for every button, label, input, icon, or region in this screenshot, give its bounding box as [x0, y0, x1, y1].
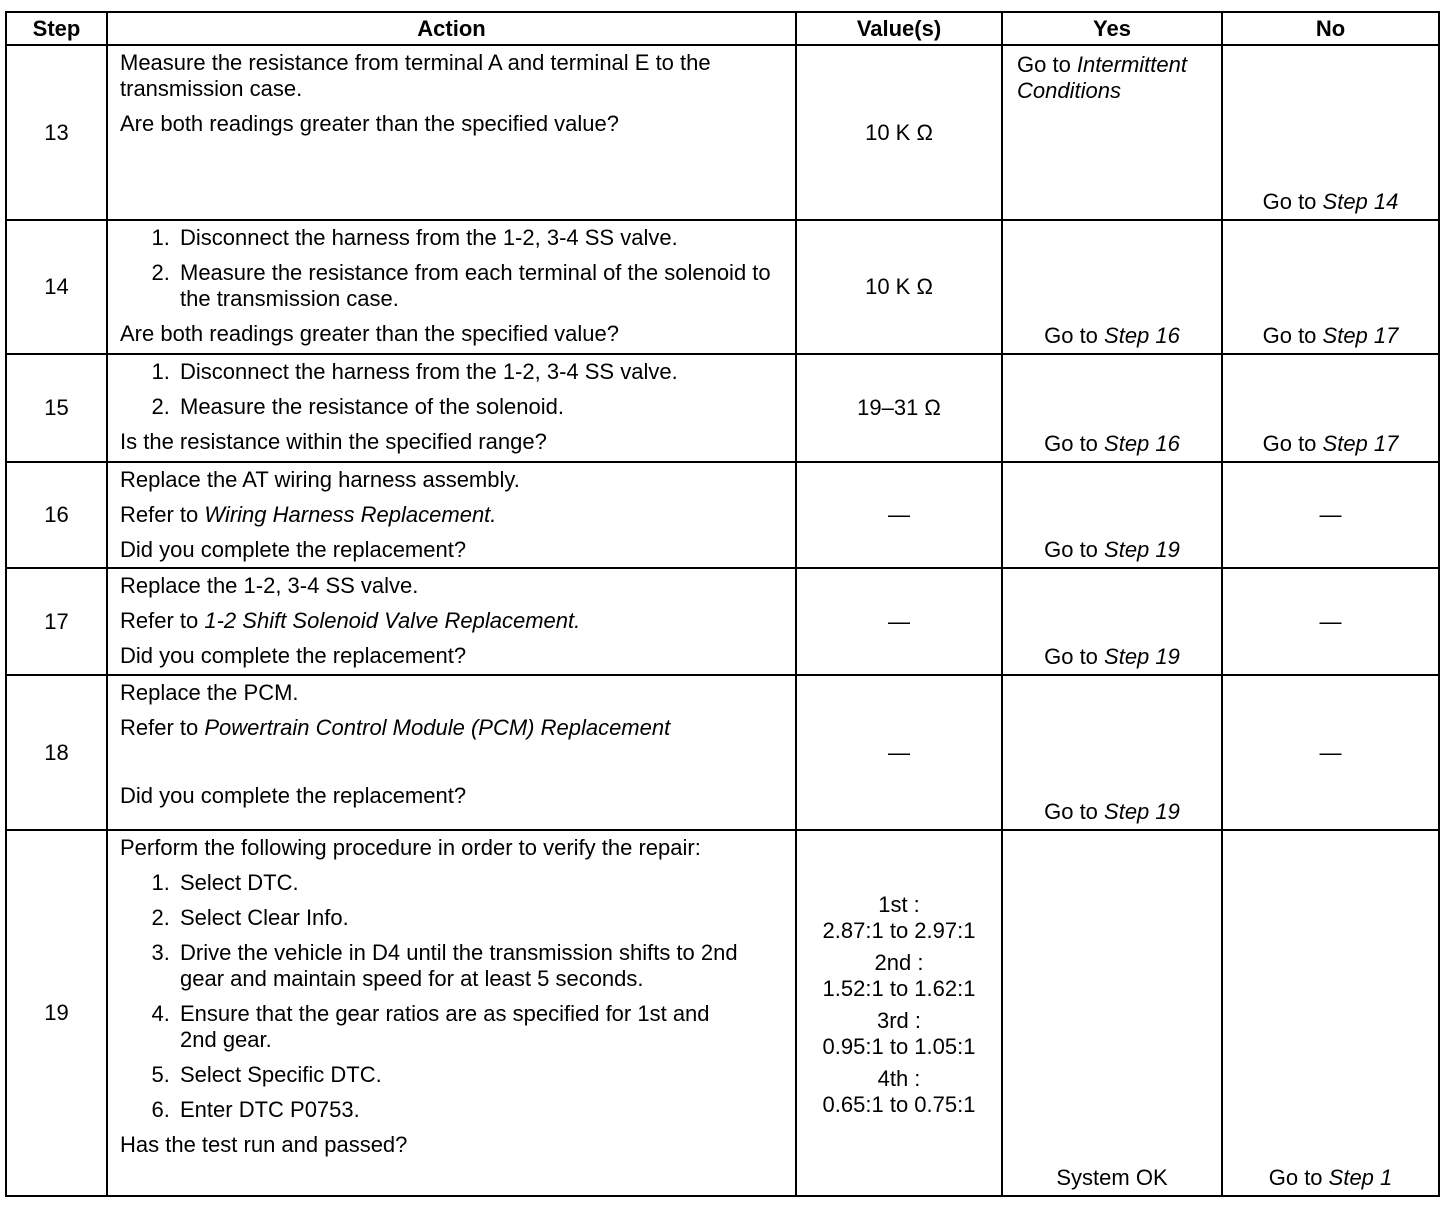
diagnostic-table: [5, 11, 1440, 1197]
yes-cell: [1002, 830, 1222, 1196]
gear-range: 0.65:1 to 0.75:1: [822, 1092, 976, 1117]
yes-prefix: Go to: [1017, 52, 1077, 77]
yes-link[interactable]: [1003, 799, 1221, 825]
header-no: No: [1222, 12, 1439, 45]
procedure-list: [120, 225, 785, 312]
action-cell: [107, 220, 796, 354]
no-cell: [1222, 568, 1439, 675]
refer-link[interactable]: Wiring Harness Replacement.: [204, 502, 497, 527]
yes-ref: Step 19: [1104, 537, 1180, 562]
value-cell: [796, 830, 1002, 1196]
action-question: Is the resistance within the specified range?: [120, 429, 547, 454]
header-action: Action: [107, 12, 796, 45]
list-item: 1. Disconnect the harness from the 1-2, 3-4 SS valve.: [176, 359, 785, 385]
spacer: [120, 750, 785, 783]
gear-ratio-4th: [797, 1066, 1001, 1118]
yes-cell: [1002, 354, 1222, 462]
action-cell: [107, 568, 796, 675]
table-row-step-15: [6, 354, 1439, 462]
no-ref: Step 17: [1322, 431, 1399, 456]
refer-prefix: Refer to: [120, 608, 205, 633]
no-ref: Step 1: [1328, 1165, 1393, 1190]
table-row-step-16: [6, 462, 1439, 568]
action-cell: [107, 45, 796, 220]
gear-label: 2nd :: [874, 950, 924, 975]
value-cell: 10 K Ω: [796, 220, 1002, 354]
no-cell: [1222, 220, 1439, 354]
list-item: 6. Enter DTC P0753.: [176, 1097, 785, 1123]
action-text: Replace the PCM.: [120, 680, 299, 705]
action-cell: [107, 354, 796, 462]
value-cell: 19–31 Ω: [796, 354, 1002, 462]
no-link[interactable]: [1223, 189, 1438, 215]
step-number: 17: [6, 568, 107, 675]
step-number: 14: [6, 220, 107, 354]
refer-text: [120, 502, 785, 528]
no-prefix: Go to: [1262, 323, 1323, 348]
yes-cell: [1002, 675, 1222, 830]
yes-link[interactable]: [1003, 644, 1221, 670]
action-text: Replace the 1-2, 3-4 SS valve.: [120, 573, 419, 598]
no-ref: Step 14: [1322, 189, 1399, 214]
header-step: Step: [6, 12, 107, 45]
table-row-step-19: [6, 830, 1439, 1196]
header-yes: Yes: [1002, 12, 1222, 45]
gear-label: 3rd :: [876, 1008, 922, 1033]
no-cell: [1222, 830, 1439, 1196]
yes-cell: [1002, 45, 1222, 220]
step-number: 13: [6, 45, 107, 220]
action-question: Has the test run and passed?: [120, 1132, 408, 1157]
gear-range: 2.87:1 to 2.97:1: [822, 918, 976, 943]
action-cell: [107, 462, 796, 568]
action-text: Measure the resistance from terminal A and terminal E to the transmission case.: [120, 50, 711, 101]
yes-prefix: Go to: [1044, 799, 1105, 824]
gear-range: 1.52:1 to 1.62:1: [822, 976, 976, 1001]
yes-cell: [1002, 568, 1222, 675]
gear-label: 4th :: [877, 1066, 921, 1091]
no-cell: [1222, 45, 1439, 220]
refer-link[interactable]: Powertrain Control Module (PCM) Replacement: [204, 715, 671, 740]
gear-ratio-block: [797, 892, 1001, 1118]
gear-ratio-3rd: [797, 1008, 1001, 1060]
refer-text: [120, 715, 785, 741]
refer-prefix: Refer to: [120, 502, 205, 527]
yes-ref: Step 19: [1104, 799, 1180, 824]
step-number: 16: [6, 462, 107, 568]
yes-prefix: Go to: [1044, 644, 1105, 669]
no-prefix: Go to: [1262, 431, 1323, 456]
procedure-list: [120, 359, 785, 420]
list-item: 2. Select Clear Info.: [176, 905, 785, 931]
yes-link[interactable]: [1003, 537, 1221, 563]
yes-ref: Step 19: [1104, 644, 1180, 669]
value-cell: 10 K Ω: [796, 45, 1002, 220]
yes-ref: Step 16: [1104, 431, 1180, 456]
action-question: Did you complete the replacement?: [120, 643, 467, 668]
value-cell: —: [796, 675, 1002, 830]
list-item: 4. Ensure that the gear ratios are as specified for 1st and 2nd gear.: [176, 1001, 740, 1053]
table-row-step-18: [6, 675, 1439, 830]
yes-prefix: Go to: [1044, 537, 1105, 562]
action-intro: Perform the following procedure in order to verify the repair:: [120, 835, 701, 860]
no-ref: Step 17: [1322, 323, 1399, 348]
no-link[interactable]: [1223, 1165, 1438, 1191]
no-prefix: Go to: [1268, 1165, 1329, 1190]
list-item: 3. Drive the vehicle in D4 until the transmission shifts to 2nd gear and maintain speed for at least 5 seconds.: [176, 940, 785, 992]
yes-link[interactable]: [1003, 323, 1221, 349]
action-cell: [107, 675, 796, 830]
action-question: Did you complete the replacement?: [120, 537, 467, 562]
no-dash: —: [1319, 608, 1342, 634]
procedure-list: [120, 870, 785, 1123]
table-row-step-17: [6, 568, 1439, 675]
action-question: Are both readings greater than the specified value?: [120, 321, 619, 346]
no-dash: —: [1319, 502, 1342, 527]
action-text: Replace the AT wiring harness assembly.: [120, 467, 520, 492]
refer-text: [120, 608, 785, 634]
no-link[interactable]: [1223, 431, 1438, 457]
yes-cell: [1002, 462, 1222, 568]
refer-prefix: Refer to: [120, 715, 205, 740]
step-number: 18: [6, 675, 107, 830]
no-cell: [1222, 462, 1439, 568]
action-question: Are both readings greater than the specified value?: [120, 111, 619, 136]
no-dash: —: [1319, 739, 1342, 765]
action-cell: [107, 830, 796, 1196]
table-row-step-13: [6, 45, 1439, 220]
step-number: 15: [6, 354, 107, 462]
list-item: 2. Measure the resistance of the solenoid.: [176, 394, 785, 420]
yes-ref: Step 16: [1104, 323, 1180, 348]
yes-result: System OK: [1056, 1165, 1168, 1190]
value-cell: —: [796, 462, 1002, 568]
yes-prefix: Go to: [1044, 431, 1105, 456]
header-values: Value(s): [796, 12, 1002, 45]
yes-ref: Intermittent Conditions: [1017, 52, 1187, 103]
step-number: 19: [6, 830, 107, 1196]
no-cell: [1222, 675, 1439, 830]
gear-range: 0.95:1 to 1.05:1: [822, 1034, 976, 1059]
list-item: 5. Select Specific DTC.: [176, 1062, 785, 1088]
gear-label: 1st :: [878, 892, 920, 917]
yes-link[interactable]: [1003, 431, 1221, 457]
gear-ratio-1st: [797, 892, 1001, 944]
gear-ratio-2nd: [797, 950, 1001, 1002]
no-link[interactable]: [1223, 323, 1438, 349]
yes-cell: [1002, 220, 1222, 354]
refer-link[interactable]: 1-2 Shift Solenoid Valve Replacement.: [204, 608, 581, 633]
list-item: 2. Measure the resistance from each terminal of the solenoid to the transmission case.: [176, 260, 785, 312]
no-prefix: Go to: [1262, 189, 1323, 214]
yes-link[interactable]: [1017, 52, 1221, 104]
list-item: 1. Select DTC.: [176, 870, 785, 896]
table-row-step-14: [6, 220, 1439, 354]
value-cell: —: [796, 568, 1002, 675]
no-cell: [1222, 354, 1439, 462]
list-item: 1. Disconnect the harness from the 1-2, 3-4 SS valve.: [176, 225, 785, 251]
header-row: [6, 12, 1439, 45]
yes-prefix: Go to: [1044, 323, 1105, 348]
action-question: Did you complete the replacement?: [120, 783, 467, 808]
